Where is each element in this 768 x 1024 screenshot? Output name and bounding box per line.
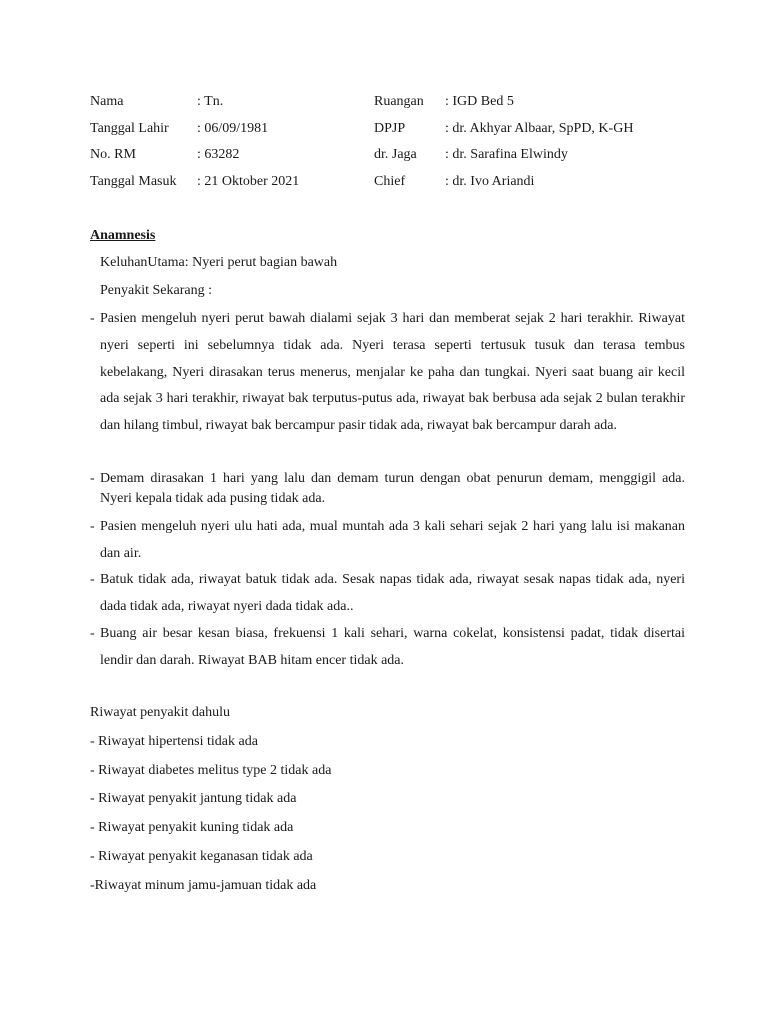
header-row-tanggal-lahir (90, 121, 710, 148)
header-row-no-rm (90, 147, 710, 174)
header-row-tanggal-masuk (90, 174, 710, 201)
label-dr-jaga: dr. Jaga (374, 147, 417, 162)
bullet-list-item (90, 621, 685, 675)
bullet-dash: - (90, 519, 95, 534)
riwayat-heading: Riwayat penyakit dahulu (90, 705, 230, 720)
bullet-text: Pasien mengeluh nyeri perut bawah dialami sejak 3 hari dan memberat sejak 2 hari terakhir. Riwayat nyeri seperti ini sebelumnya tidak ada. Nyeri terasa seperti tertusuk tusuk dan terasa tembus kebelakang, Nyeri dirasakan terus menerus, menjalar ke paha dan tungkai. Nyeri saat buang air kecil ada sejak 3 hari terakhir, riwayat bak terputus-putus ada, riwayat bak berbusa ada sejak 2 bulan terakhir dan hilang timbul, riwayat bak bercampur pasir tidak ada, riwayat bak bercampur darah ada. (100, 311, 685, 434)
anamnesis-heading: Anamnesis (90, 228, 156, 243)
bullet-list-item (90, 306, 685, 440)
value-tanggal-masuk: : 21 Oktober 2021 (197, 173, 300, 189)
riwayat-item: - Riwayat penyakit jantung tidak ada (90, 791, 297, 807)
riwayat-item: - Riwayat hipertensi tidak ada (90, 733, 258, 749)
value-dr-jaga: : dr. Sarafina Elwindy (445, 147, 568, 162)
value-no-rm: : 63282 (197, 147, 240, 162)
keluhan-utama: KeluhanUtama: Nyeri perut bagian bawah (100, 255, 338, 270)
bullet-list-item (90, 567, 685, 621)
bullet-dash: - (90, 311, 95, 326)
bullet-text: Batuk tidak ada, riwayat batuk tidak ada. Sesak napas tidak ada, riwayat sesak napas tidak ada, nyeri dada tidak ada, riwayat nyeri dada tidak ada.. (100, 572, 685, 614)
label-no-rm: No. RM (90, 147, 136, 162)
riwayat-item: - Riwayat penyakit kuning tidak ada (90, 820, 294, 836)
label-tanggal-lahir: Tanggal Lahir (90, 120, 169, 136)
penyakit-sekarang-label: Penyakit Sekarang : (100, 283, 212, 298)
value-nama: : Tn. (197, 94, 224, 109)
bullet-list-item (90, 469, 685, 509)
bullet-list-item (90, 514, 685, 568)
value-chief: : dr. Ivo Ariandi (445, 173, 535, 189)
bullet-dash: - (90, 626, 95, 641)
value-ruangan: : IGD Bed 5 (445, 94, 514, 109)
patient-header (90, 94, 710, 200)
riwayat-item: - Riwayat penyakit keganasan tidak ada (90, 848, 313, 864)
header-row-nama (90, 94, 710, 121)
bullet-text: Pasien mengeluh nyeri ulu hati ada, mual muntah ada 3 kali sehari sejak 2 hari yang lalu isi makanan dan air. (100, 519, 685, 561)
label-dpjp: DPJP (374, 120, 406, 136)
label-tanggal-masuk: Tanggal Masuk (90, 173, 177, 189)
bullet-dash: - (90, 572, 95, 587)
label-nama: Nama (90, 94, 124, 109)
label-ruangan: Ruangan (374, 94, 424, 109)
label-chief: Chief (374, 173, 406, 189)
riwayat-item: -Riwayat minum jamu-jamuan tidak ada (90, 877, 317, 893)
value-tanggal-lahir: : 06/09/1981 (197, 120, 269, 136)
riwayat-section (90, 705, 331, 907)
riwayat-item: - Riwayat diabetes melitus type 2 tidak ada (90, 762, 332, 778)
bullet-dash: - (90, 471, 95, 486)
bullet-text: Buang air besar kesan biasa, frekuensi 1 kali sehari, warna cokelat, konsistensi padat, tidak disertai lendir dan darah. Riwayat BAB hitam encer tidak ada. (100, 626, 685, 668)
bullet-text: Demam dirasakan 1 hari yang lalu dan demam turun dengan obat penurun demam, menggigil ada. Nyeri kepala tidak ada pusing tidak ada. (100, 471, 685, 506)
value-dpjp: : dr. Akhyar Albaar, SpPD, K-GH (445, 120, 634, 136)
